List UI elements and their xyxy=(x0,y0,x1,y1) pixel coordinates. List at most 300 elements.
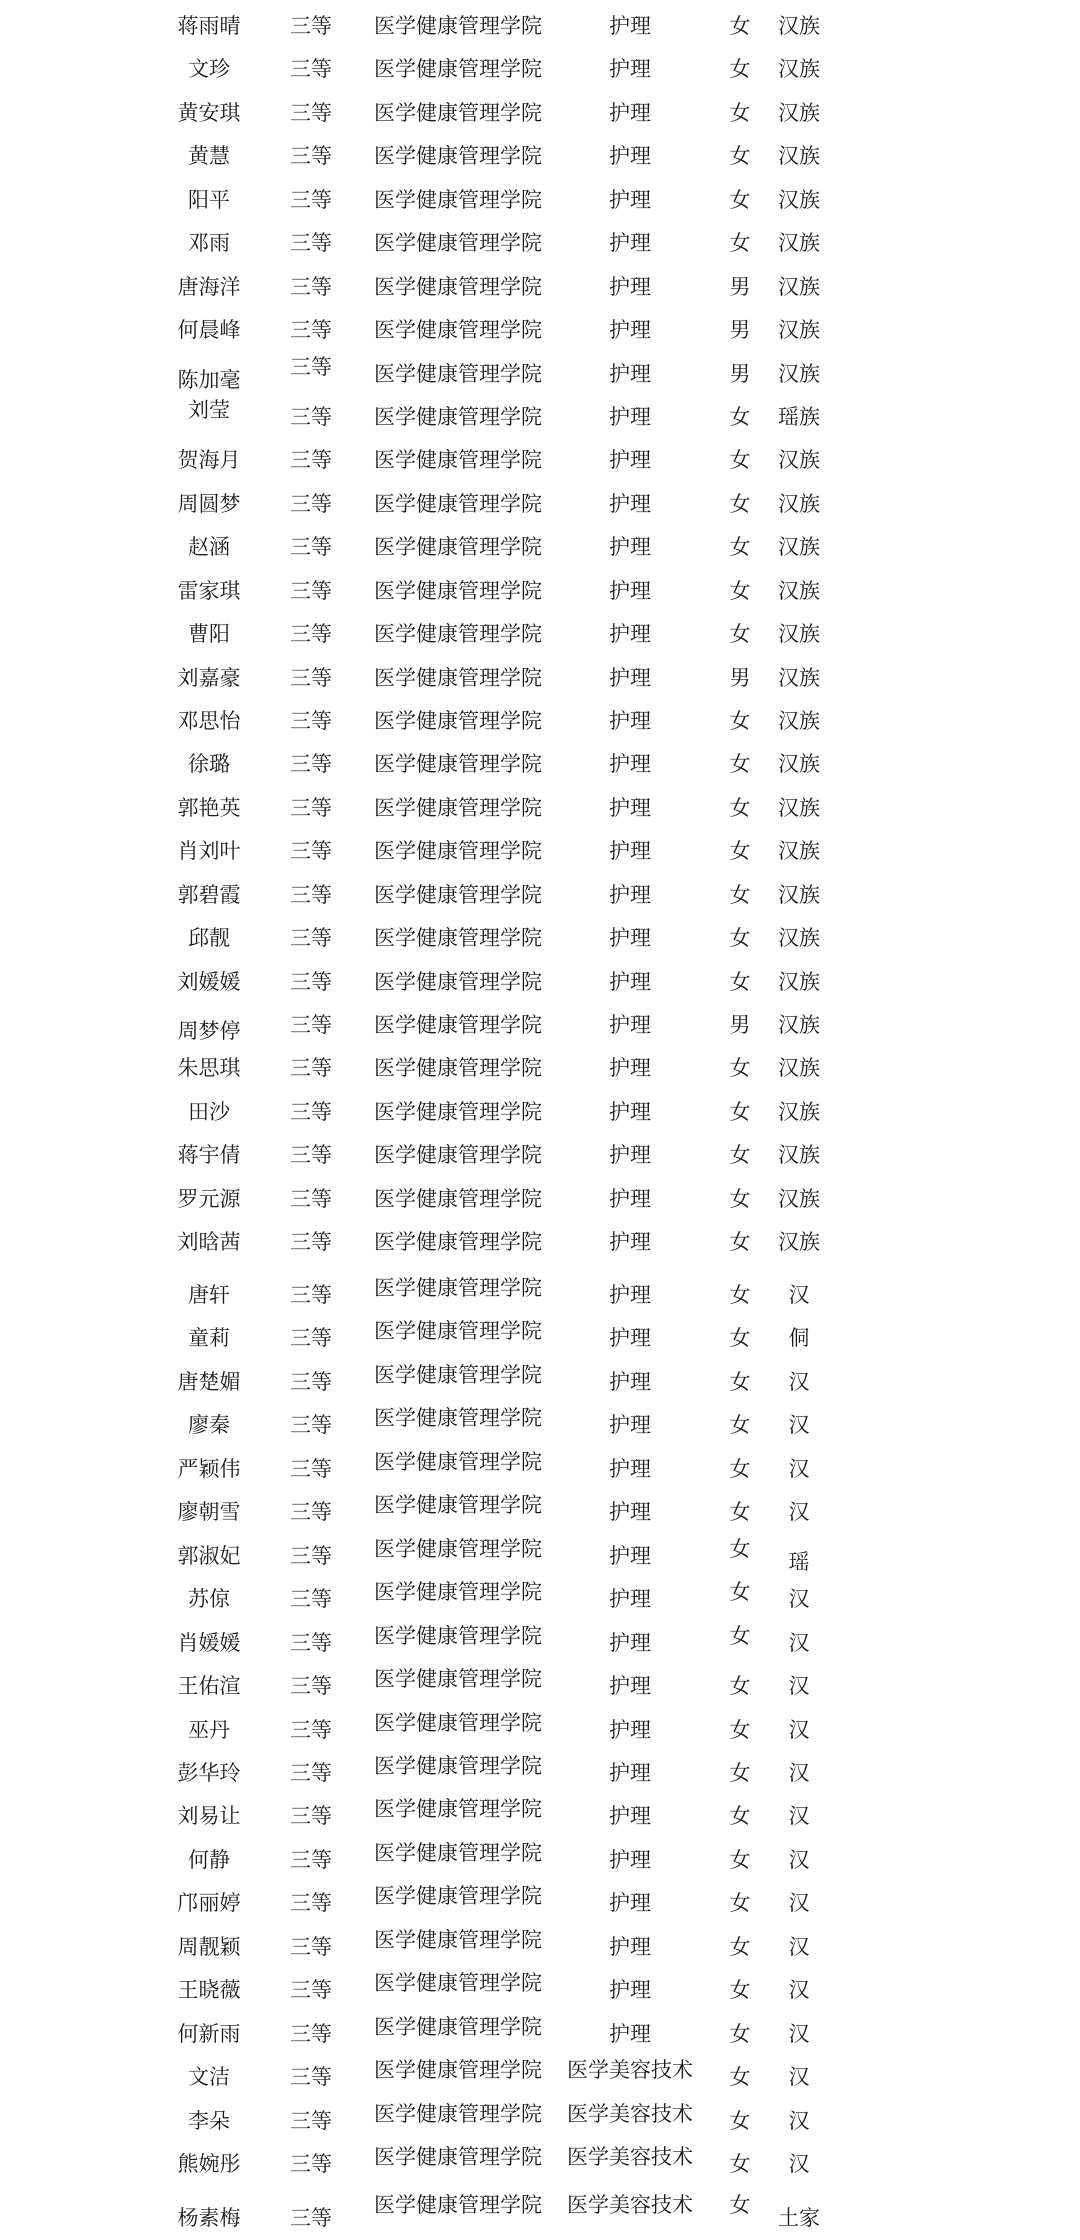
major-cell: 护理 xyxy=(609,1413,651,1437)
student-name-cell: 刘易让 xyxy=(177,1804,241,1828)
major-cell: 护理 xyxy=(609,1100,651,1124)
major-cell: 医学美容技术 xyxy=(567,2102,693,2126)
gender-cell: 男 xyxy=(729,275,751,299)
ethnicity-cell: 汉族 xyxy=(778,492,820,516)
student-name-cell: 邓雨 xyxy=(188,231,230,255)
gender-cell: 女 xyxy=(729,709,751,733)
student-name-cell: 郭淑妃 xyxy=(177,1544,241,1568)
gender-cell: 男 xyxy=(729,1013,751,1037)
major-cell: 护理 xyxy=(609,1848,651,1872)
school-cell: 医学健康管理学院 xyxy=(374,666,542,690)
gender-cell: 女 xyxy=(729,1718,751,1742)
major-cell: 护理 xyxy=(609,1674,651,1698)
major-cell: 护理 xyxy=(609,14,651,38)
major-cell: 护理 xyxy=(609,1457,651,1481)
gender-cell: 女 xyxy=(729,1413,751,1437)
award-grade-cell: 三等 xyxy=(290,1013,332,1037)
gender-cell: 女 xyxy=(729,622,751,646)
student-name-cell: 彭华玲 xyxy=(177,1761,241,1785)
award-grade-cell: 三等 xyxy=(290,188,332,212)
gender-cell: 女 xyxy=(729,1848,751,1872)
ethnicity-cell: 汉族 xyxy=(778,231,820,255)
ethnicity-cell: 土家 xyxy=(778,2206,820,2230)
school-cell: 医学健康管理学院 xyxy=(374,1754,542,1778)
major-cell: 医学美容技术 xyxy=(567,2193,693,2217)
school-cell: 医学健康管理学院 xyxy=(374,535,542,559)
table-row xyxy=(0,395,1080,439)
table-row xyxy=(0,742,1080,786)
gender-cell: 女 xyxy=(729,57,751,81)
student-name-cell: 黄安琪 xyxy=(177,101,241,125)
award-grade-cell: 三等 xyxy=(290,355,332,379)
gender-cell: 女 xyxy=(729,752,751,776)
award-grade-cell: 三等 xyxy=(290,2152,332,2176)
award-grade-cell: 三等 xyxy=(290,1674,332,1698)
student-name-cell: 苏倞 xyxy=(188,1587,230,1611)
ethnicity-cell: 汉族 xyxy=(778,796,820,820)
student-name-cell: 文珍 xyxy=(188,57,230,81)
award-grade-cell: 三等 xyxy=(290,1891,332,1915)
major-cell: 护理 xyxy=(609,448,651,472)
table-row xyxy=(0,786,1080,830)
gender-cell: 女 xyxy=(729,1624,751,1648)
gender-cell: 男 xyxy=(729,666,751,690)
school-cell: 医学健康管理学院 xyxy=(374,1319,542,1343)
student-name-cell: 蒋宇倩 xyxy=(177,1143,241,1167)
school-cell: 医学健康管理学院 xyxy=(374,1711,542,1735)
major-cell: 护理 xyxy=(609,1544,651,1568)
gender-cell: 女 xyxy=(729,2109,751,2133)
ethnicity-cell: 汉族 xyxy=(778,1056,820,1080)
ethnicity-cell: 汉 xyxy=(788,1370,810,1394)
school-cell: 医学健康管理学院 xyxy=(374,57,542,81)
table-row xyxy=(0,569,1080,613)
school-cell: 医学健康管理学院 xyxy=(374,1797,542,1821)
school-cell: 医学健康管理学院 xyxy=(374,405,542,429)
gender-cell: 女 xyxy=(729,1100,751,1124)
major-cell: 护理 xyxy=(609,796,651,820)
ethnicity-cell: 汉 xyxy=(788,1674,810,1698)
award-grade-cell: 三等 xyxy=(290,535,332,559)
school-cell: 医学健康管理学院 xyxy=(374,14,542,38)
student-name-cell: 文洁 xyxy=(188,2065,230,2089)
school-cell: 医学健康管理学院 xyxy=(374,1928,542,1952)
major-cell: 护理 xyxy=(609,57,651,81)
student-name-cell: 黄慧 xyxy=(188,144,230,168)
major-cell: 护理 xyxy=(609,1143,651,1167)
student-name-cell: 贺海月 xyxy=(177,448,241,472)
award-grade-cell: 三等 xyxy=(290,1761,332,1785)
table-row xyxy=(0,47,1080,91)
school-cell: 医学健康管理学院 xyxy=(374,275,542,299)
school-cell: 医学健康管理学院 xyxy=(374,1187,542,1211)
ethnicity-cell: 汉 xyxy=(788,2152,810,2176)
major-cell: 护理 xyxy=(609,1283,651,1307)
ethnicity-cell: 汉 xyxy=(788,2065,810,2089)
award-grade-cell: 三等 xyxy=(290,2022,332,2046)
school-cell: 医学健康管理学院 xyxy=(374,1406,542,1430)
award-grade-cell: 三等 xyxy=(290,1370,332,1394)
gender-cell: 女 xyxy=(729,2022,751,2046)
major-cell: 护理 xyxy=(609,535,651,559)
major-cell: 护理 xyxy=(609,752,651,776)
school-cell: 医学健康管理学院 xyxy=(374,1624,542,1648)
school-cell: 医学健康管理学院 xyxy=(374,1230,542,1254)
ethnicity-cell: 汉族 xyxy=(778,57,820,81)
gender-cell: 女 xyxy=(729,1283,751,1307)
gender-cell: 女 xyxy=(729,188,751,212)
ethnicity-cell: 瑶族 xyxy=(778,405,820,429)
award-grade-cell: 三等 xyxy=(290,57,332,81)
student-name-cell: 刘嘉豪 xyxy=(177,666,241,690)
ethnicity-cell: 汉族 xyxy=(778,275,820,299)
school-cell: 医学健康管理学院 xyxy=(374,839,542,863)
major-cell: 护理 xyxy=(609,492,651,516)
award-grade-cell: 三等 xyxy=(290,1587,332,1611)
gender-cell: 女 xyxy=(729,1978,751,2002)
ethnicity-cell: 汉族 xyxy=(778,883,820,907)
ethnicity-cell: 汉族 xyxy=(778,188,820,212)
major-cell: 护理 xyxy=(609,926,651,950)
major-cell: 护理 xyxy=(609,144,651,168)
award-grade-cell: 三等 xyxy=(290,1187,332,1211)
major-cell: 护理 xyxy=(609,1804,651,1828)
ethnicity-cell: 汉 xyxy=(788,1457,810,1481)
award-grade-cell: 三等 xyxy=(290,2065,332,2089)
student-name-cell: 王佑渲 xyxy=(177,1674,241,1698)
table-row xyxy=(0,91,1080,135)
table-row xyxy=(0,352,1080,396)
gender-cell: 女 xyxy=(729,1230,751,1254)
award-grade-cell: 三等 xyxy=(290,1848,332,1872)
gender-cell: 女 xyxy=(729,970,751,994)
student-name-cell: 徐璐 xyxy=(188,752,230,776)
student-name-cell: 廖朝雪 xyxy=(177,1500,241,1524)
ethnicity-cell: 汉族 xyxy=(778,622,820,646)
school-cell: 医学健康管理学院 xyxy=(374,1537,542,1561)
ethnicity-cell: 汉族 xyxy=(778,14,820,38)
student-name-cell: 邱靓 xyxy=(188,926,230,950)
student-name-cell: 肖刘叶 xyxy=(177,839,241,863)
school-cell: 医学健康管理学院 xyxy=(374,2145,542,2169)
school-cell: 医学健康管理学院 xyxy=(374,2193,542,2217)
gender-cell: 女 xyxy=(729,231,751,255)
school-cell: 医学健康管理学院 xyxy=(374,2102,542,2126)
ethnicity-cell: 汉族 xyxy=(778,709,820,733)
award-grade-cell: 三等 xyxy=(290,883,332,907)
gender-cell: 女 xyxy=(729,1891,751,1915)
student-name-cell: 阳平 xyxy=(188,188,230,212)
gender-cell: 女 xyxy=(729,1580,751,1604)
major-cell: 护理 xyxy=(609,1718,651,1742)
gender-cell: 女 xyxy=(729,1674,751,1698)
ethnicity-cell: 汉 xyxy=(788,1587,810,1611)
major-cell: 护理 xyxy=(609,1978,651,2002)
school-cell: 医学健康管理学院 xyxy=(374,883,542,907)
gender-cell: 女 xyxy=(729,1457,751,1481)
school-cell: 医学健康管理学院 xyxy=(374,1580,542,1604)
ethnicity-cell: 汉 xyxy=(788,1718,810,1742)
gender-cell: 女 xyxy=(729,1056,751,1080)
gender-cell: 女 xyxy=(729,1143,751,1167)
table-row xyxy=(0,612,1080,656)
table-row xyxy=(0,656,1080,700)
major-cell: 护理 xyxy=(609,1326,651,1350)
school-cell: 医学健康管理学院 xyxy=(374,709,542,733)
student-name-cell: 雷家琪 xyxy=(177,579,241,603)
school-cell: 医学健康管理学院 xyxy=(374,362,542,386)
major-cell: 护理 xyxy=(609,231,651,255)
major-cell: 护理 xyxy=(609,622,651,646)
gender-cell: 女 xyxy=(729,2152,751,2176)
school-cell: 医学健康管理学院 xyxy=(374,1841,542,1865)
gender-cell: 女 xyxy=(729,883,751,907)
student-name-cell: 朱思琪 xyxy=(177,1056,241,1080)
school-cell: 医学健康管理学院 xyxy=(374,1493,542,1517)
student-name-cell: 唐轩 xyxy=(188,1283,230,1307)
student-name-cell: 曹阳 xyxy=(188,622,230,646)
student-name-cell: 陈加毫 xyxy=(177,368,241,392)
award-grade-cell: 三等 xyxy=(290,1413,332,1437)
student-name-cell: 巫丹 xyxy=(188,1718,230,1742)
ethnicity-cell: 汉 xyxy=(788,1500,810,1524)
gender-cell: 女 xyxy=(729,1500,751,1524)
student-name-cell: 童莉 xyxy=(188,1326,230,1350)
student-name-cell: 熊婉彤 xyxy=(177,2152,241,2176)
gender-cell: 女 xyxy=(729,2193,751,2217)
award-grade-cell: 三等 xyxy=(290,622,332,646)
table-row xyxy=(0,134,1080,178)
ethnicity-cell: 汉 xyxy=(788,1891,810,1915)
award-grade-cell: 三等 xyxy=(290,1326,332,1350)
gender-cell: 女 xyxy=(729,535,751,559)
ethnicity-cell: 汉 xyxy=(788,2022,810,2046)
school-cell: 医学健康管理学院 xyxy=(374,1450,542,1474)
student-name-cell: 周圆梦 xyxy=(177,492,241,516)
table-row xyxy=(0,699,1080,743)
award-grade-cell: 三等 xyxy=(290,14,332,38)
award-grade-cell: 三等 xyxy=(290,796,332,820)
gender-cell: 女 xyxy=(729,144,751,168)
table-row xyxy=(0,1220,1080,1264)
student-name-cell: 严颖伟 xyxy=(177,1457,241,1481)
school-cell: 医学健康管理学院 xyxy=(374,970,542,994)
major-cell: 护理 xyxy=(609,1013,651,1037)
school-cell: 医学健康管理学院 xyxy=(374,796,542,820)
ethnicity-cell: 汉 xyxy=(788,1978,810,2002)
student-name-cell: 刘媛媛 xyxy=(177,970,241,994)
award-grade-cell: 三等 xyxy=(290,231,332,255)
gender-cell: 女 xyxy=(729,796,751,820)
gender-cell: 女 xyxy=(729,14,751,38)
table-row xyxy=(0,873,1080,917)
award-grade-cell: 三等 xyxy=(290,1804,332,1828)
major-cell: 护理 xyxy=(609,579,651,603)
student-name-cell: 何新雨 xyxy=(177,2022,241,2046)
school-cell: 医学健康管理学院 xyxy=(374,1884,542,1908)
ethnicity-cell: 汉 xyxy=(788,1804,810,1828)
school-cell: 医学健康管理学院 xyxy=(374,2058,542,2082)
award-grade-cell: 三等 xyxy=(290,101,332,125)
student-name-cell: 邓思怡 xyxy=(177,709,241,733)
award-grade-cell: 三等 xyxy=(290,144,332,168)
award-grade-cell: 三等 xyxy=(290,492,332,516)
gender-cell: 女 xyxy=(729,926,751,950)
gender-cell: 女 xyxy=(729,579,751,603)
major-cell: 护理 xyxy=(609,1761,651,1785)
school-cell: 医学健康管理学院 xyxy=(374,101,542,125)
school-cell: 医学健康管理学院 xyxy=(374,622,542,646)
major-cell: 护理 xyxy=(609,1500,651,1524)
major-cell: 护理 xyxy=(609,1891,651,1915)
ethnicity-cell: 汉族 xyxy=(778,926,820,950)
award-grade-cell: 三等 xyxy=(290,926,332,950)
school-cell: 医学健康管理学院 xyxy=(374,1363,542,1387)
gender-cell: 女 xyxy=(729,1761,751,1785)
major-cell: 护理 xyxy=(609,1187,651,1211)
gender-cell: 女 xyxy=(729,405,751,429)
gender-cell: 女 xyxy=(729,101,751,125)
gender-cell: 女 xyxy=(729,1537,751,1561)
ethnicity-cell: 瑶 xyxy=(788,1550,810,1574)
school-cell: 医学健康管理学院 xyxy=(374,231,542,255)
school-cell: 医学健康管理学院 xyxy=(374,752,542,776)
student-name-cell: 李朵 xyxy=(188,2109,230,2133)
ethnicity-cell: 汉族 xyxy=(778,579,820,603)
school-cell: 医学健康管理学院 xyxy=(374,1143,542,1167)
table-row xyxy=(0,2190,1080,2234)
gender-cell: 女 xyxy=(729,1326,751,1350)
gender-cell: 女 xyxy=(729,1370,751,1394)
major-cell: 护理 xyxy=(609,2022,651,2046)
award-grade-cell: 三等 xyxy=(290,709,332,733)
award-grade-cell: 三等 xyxy=(290,275,332,299)
ethnicity-cell: 汉族 xyxy=(778,970,820,994)
award-grade-cell: 三等 xyxy=(290,1631,332,1655)
student-name-cell: 郭艳英 xyxy=(177,796,241,820)
student-name-cell: 蒋雨晴 xyxy=(177,14,241,38)
table-row xyxy=(0,960,1080,1004)
ethnicity-cell: 汉族 xyxy=(778,362,820,386)
gender-cell: 女 xyxy=(729,1187,751,1211)
gender-cell: 女 xyxy=(729,839,751,863)
table-row xyxy=(0,1090,1080,1134)
student-name-cell: 刘晗茜 xyxy=(177,1230,241,1254)
major-cell: 护理 xyxy=(609,883,651,907)
table-row xyxy=(0,265,1080,309)
table-row xyxy=(0,1177,1080,1221)
award-grade-cell: 三等 xyxy=(290,1230,332,1254)
gender-cell: 男 xyxy=(729,362,751,386)
gender-cell: 女 xyxy=(729,492,751,516)
school-cell: 医学健康管理学院 xyxy=(374,1013,542,1037)
table-row xyxy=(0,1133,1080,1177)
award-grade-cell: 三等 xyxy=(290,2206,332,2230)
student-name-cell: 唐海洋 xyxy=(177,275,241,299)
student-name-cell: 罗元源 xyxy=(177,1187,241,1211)
ethnicity-cell: 汉 xyxy=(788,2109,810,2133)
student-name-cell: 唐楚媚 xyxy=(177,1370,241,1394)
award-grade-cell: 三等 xyxy=(290,1500,332,1524)
school-cell: 医学健康管理学院 xyxy=(374,2015,542,2039)
student-name-cell: 周梦停 xyxy=(177,1019,241,1043)
school-cell: 医学健康管理学院 xyxy=(374,1276,542,1300)
school-cell: 医学健康管理学院 xyxy=(374,1056,542,1080)
table-row xyxy=(0,2142,1080,2186)
school-cell: 医学健康管理学院 xyxy=(374,144,542,168)
major-cell: 护理 xyxy=(609,318,651,342)
award-grade-cell: 三等 xyxy=(290,448,332,472)
ethnicity-cell: 汉族 xyxy=(778,535,820,559)
award-grade-cell: 三等 xyxy=(290,1100,332,1124)
award-grade-cell: 三等 xyxy=(290,2109,332,2133)
student-name-cell: 廖秦 xyxy=(188,1413,230,1437)
major-cell: 医学美容技术 xyxy=(567,2058,693,2082)
table-row xyxy=(0,829,1080,873)
table-row xyxy=(0,438,1080,482)
school-cell: 医学健康管理学院 xyxy=(374,579,542,603)
award-grade-cell: 三等 xyxy=(290,1143,332,1167)
student-name-cell: 何晨峰 xyxy=(177,318,241,342)
school-cell: 医学健康管理学院 xyxy=(374,188,542,212)
student-name-cell: 王晓薇 xyxy=(177,1978,241,2002)
ethnicity-cell: 汉 xyxy=(788,1848,810,1872)
ethnicity-cell: 侗 xyxy=(788,1326,810,1350)
table-row xyxy=(0,308,1080,352)
table-row xyxy=(0,916,1080,960)
ethnicity-cell: 汉族 xyxy=(778,1230,820,1254)
ethnicity-cell: 汉族 xyxy=(778,1013,820,1037)
ethnicity-cell: 汉 xyxy=(788,1413,810,1437)
gender-cell: 女 xyxy=(729,448,751,472)
gender-cell: 女 xyxy=(729,1804,751,1828)
ethnicity-cell: 汉 xyxy=(788,1761,810,1785)
ethnicity-cell: 汉 xyxy=(788,1283,810,1307)
ethnicity-cell: 汉族 xyxy=(778,1100,820,1124)
major-cell: 护理 xyxy=(609,839,651,863)
table-row xyxy=(0,1003,1080,1047)
award-grade-cell: 三等 xyxy=(290,970,332,994)
major-cell: 护理 xyxy=(609,362,651,386)
gender-cell: 女 xyxy=(729,2065,751,2089)
major-cell: 护理 xyxy=(609,1056,651,1080)
major-cell: 护理 xyxy=(609,275,651,299)
student-name-cell: 刘莹 xyxy=(188,398,230,422)
ethnicity-cell: 汉族 xyxy=(778,666,820,690)
ethnicity-cell: 汉族 xyxy=(778,839,820,863)
ethnicity-cell: 汉族 xyxy=(778,752,820,776)
award-grade-cell: 三等 xyxy=(290,1978,332,2002)
major-cell: 护理 xyxy=(609,970,651,994)
major-cell: 护理 xyxy=(609,1587,651,1611)
major-cell: 护理 xyxy=(609,709,651,733)
student-name-cell: 田沙 xyxy=(188,1100,230,1124)
ethnicity-cell: 汉族 xyxy=(778,318,820,342)
ethnicity-cell: 汉族 xyxy=(778,1187,820,1211)
school-cell: 医学健康管理学院 xyxy=(374,1100,542,1124)
table-row xyxy=(0,482,1080,526)
major-cell: 护理 xyxy=(609,666,651,690)
major-cell: 护理 xyxy=(609,1631,651,1655)
school-cell: 医学健康管理学院 xyxy=(374,1971,542,1995)
award-grade-cell: 三等 xyxy=(290,318,332,342)
student-name-cell: 郭碧霞 xyxy=(177,883,241,907)
table-row xyxy=(0,221,1080,265)
student-name-cell: 何静 xyxy=(188,1848,230,1872)
ethnicity-cell: 汉族 xyxy=(778,1143,820,1167)
major-cell: 护理 xyxy=(609,1370,651,1394)
school-cell: 医学健康管理学院 xyxy=(374,1667,542,1691)
